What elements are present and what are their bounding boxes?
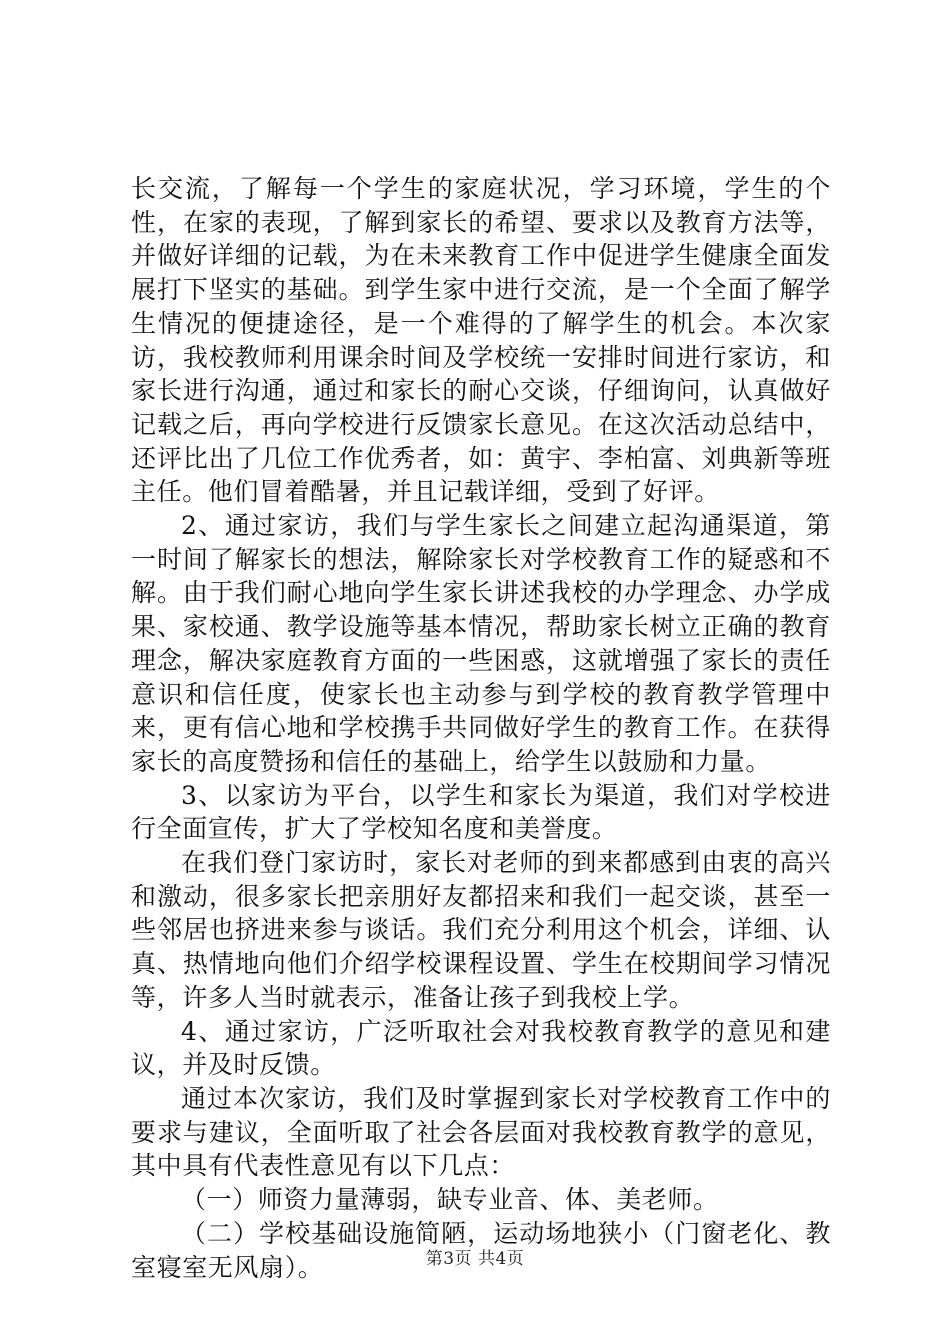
- paragraph-6: 通过本次家访，我们及时掌握到家长对学校教育工作中的要求与建议，全面听取了社会各层面对我校教育教学的意见，其中具有代表性意见有以下几点：: [131, 1083, 831, 1181]
- paragraph-1: 长交流，了解每一个学生的家庭状况，学习环境，学生的个性，在家的表现，了解到家长的希望、要求以及教育方法等，并做好详细的记载，为在未来教育工作中促进学生健康全面发展打下坚实的基础。到学生家中进行交流，是一个全面了解学生情况的便捷途径，是一个难得的了解学生的机会。本次家访，我校教师利用课余时间及学校统一安排时间进行家访，和家长进行沟通，通过和家长的耐心交谈，仔细询问，认真做好记载之后，再向学校进行反馈家长意见。在这次活动总结中，还评比出了几位工作优秀者，如：黄宇、李柏富、刘典新等班主任。他们冒着酷暑，并且记载详细，受到了好评。: [131, 174, 831, 507]
- paragraph-2: 2、通过家访，我们与学生家长之间建立起沟通渠道，第一时间了解家长的想法，解除家长对学校教育工作的疑惑和不解。由于我们耐心地向学生家长讲述我校的办学理念、办学成果、家校通、教学设施等基本情况，帮助家长树立正确的教育理念，解决家庭教育方面的一些困惑，这就增强了家长的责任意识和信任度，使家长也主动参与到学校的教育教学管理中来，更有信心地和学校携手共同做好学生的教育工作。在获得家长的高度赞扬和信任的基础上，给学生以鼓励和力量。: [131, 511, 831, 776]
- paragraph-3: 3、以家访为平台，以学生和家长为渠道，我们对学校进行全面宣传，扩大了学校知名度和美誉度。: [131, 780, 831, 844]
- paragraph-5: 4、通过家访，广泛听取社会对我校教育教学的意见和建议，并及时反馈。: [131, 1016, 831, 1080]
- page-footer: 第3页 共4页: [425, 1249, 525, 1269]
- paragraph-4: 在我们登门家访时，家长对老师的到来都感到由衷的高兴和激动，很多家长把亲朋好友都招来和我们一起交谈，甚至一些邻居也挤进来参与谈话。我们充分利用这个机会，详细、认真、热情地向他们介绍学校课程设置、学生在校期间学习情况等，许多人当时就表示，准备让孩子到我校上学。: [131, 848, 831, 1012]
- document-body: [131, 172, 831, 1284]
- paragraph-7: （一）师资力量薄弱，缺专业音、体、美老师。: [181, 1185, 719, 1215]
- paragraph-8: （二）学校基础设施简陋，运动场地狭小（门窗老化、教室寝室无风扇）。: [131, 1218, 831, 1282]
